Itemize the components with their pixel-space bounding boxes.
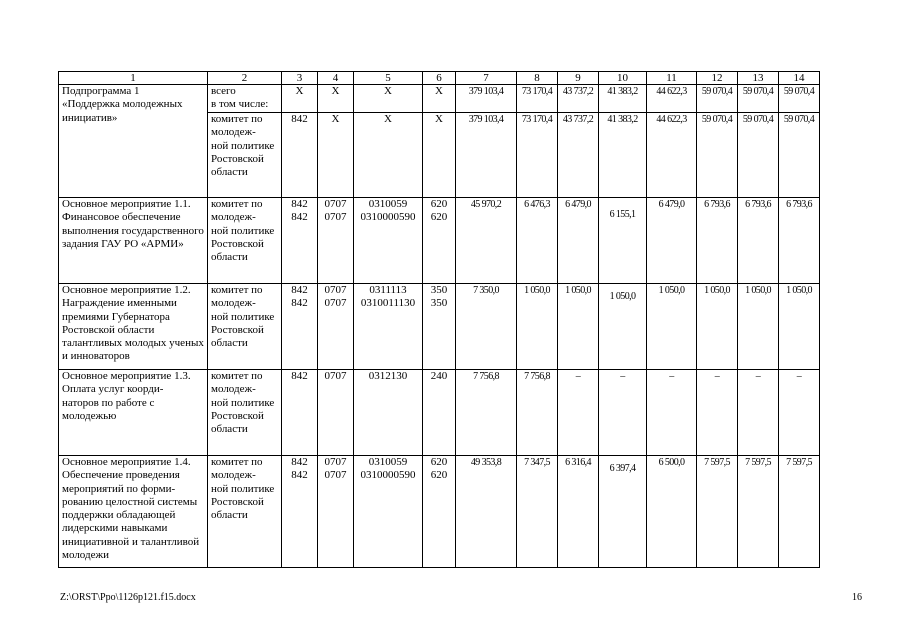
header-cell: 3 bbox=[282, 72, 318, 85]
budget-table bbox=[58, 71, 820, 568]
header-cell: 8 bbox=[517, 72, 558, 85]
value-cell: 6 316,4 bbox=[558, 456, 599, 568]
value-cell: 59 070,4 bbox=[697, 85, 738, 113]
vr-cell: Х bbox=[423, 85, 456, 113]
value-cell: 1 050,0 bbox=[647, 284, 697, 370]
table-row bbox=[59, 370, 820, 456]
value-cell: 43 737,2 bbox=[558, 113, 599, 198]
header-cell: 13 bbox=[738, 72, 779, 85]
executor-cell: комитет по молодеж- ной политике Ростовской области bbox=[208, 198, 282, 284]
activity-name-cell: Основное мероприятие 1.4. Обеспечение проведения мероприятий по форми- рованию целостной системы поддержки обладающей лидерскими навыками инициативной и талантливой молодежи bbox=[59, 456, 208, 568]
value-cell: – bbox=[697, 370, 738, 456]
header-cell: 11 bbox=[647, 72, 697, 85]
value-cell: 7 350,0 bbox=[456, 284, 517, 370]
activity-name-cell: Основное мероприятие 1.3. Оплата услуг коорди- наторов по работе с молодежью bbox=[59, 370, 208, 456]
activity-name-cell: Основное мероприятие 1.2. Награждение именными премиями Губернатора Ростовской области талантливых молодых ученых и инноваторов bbox=[59, 284, 208, 370]
value-cell: 7 756,8 bbox=[517, 370, 558, 456]
activity-name-cell: Основное мероприятие 1.1. Финансовое обеспечение выполнения государственного задания ГАУ РО «АРМИ» bbox=[59, 198, 208, 284]
value-cell: 6 479,0 bbox=[558, 198, 599, 284]
vr-cell: 620 620 bbox=[423, 456, 456, 568]
value-cell: 6 500,0 bbox=[647, 456, 697, 568]
vr-cell: 240 bbox=[423, 370, 456, 456]
value-cell: 7 756,8 bbox=[456, 370, 517, 456]
rzpr-cell: 0707 0707 bbox=[318, 198, 354, 284]
header-cell: 2 bbox=[208, 72, 282, 85]
value-cell: 1 050,0 bbox=[599, 284, 647, 370]
value-cell: 59 070,4 bbox=[738, 85, 779, 113]
value-cell: 1 050,0 bbox=[779, 284, 820, 370]
value-cell: 6 155,1 bbox=[599, 198, 647, 284]
value-cell: 6 793,6 bbox=[779, 198, 820, 284]
value-cell: – bbox=[558, 370, 599, 456]
value-cell: 379 103,4 bbox=[456, 113, 517, 198]
value-cell: 59 070,4 bbox=[697, 113, 738, 198]
vr-cell: Х bbox=[423, 113, 456, 198]
grbs-cell: 842 842 bbox=[282, 456, 318, 568]
csr-cell: Х bbox=[354, 113, 423, 198]
table-row bbox=[59, 456, 820, 568]
header-cell: 12 bbox=[697, 72, 738, 85]
header-cell: 10 bbox=[599, 72, 647, 85]
value-cell: 44 622,3 bbox=[647, 113, 697, 198]
value-cell: – bbox=[599, 370, 647, 456]
header-cell: 9 bbox=[558, 72, 599, 85]
value-cell: 45 970,2 bbox=[456, 198, 517, 284]
value-cell: 43 737,2 bbox=[558, 85, 599, 113]
executor-cell: всего в том числе: bbox=[208, 85, 282, 113]
header-cell: 5 bbox=[354, 72, 423, 85]
executor-cell: комитет по молодеж- ной политике Ростовской области bbox=[208, 370, 282, 456]
rzpr-cell: 0707 0707 bbox=[318, 456, 354, 568]
grbs-cell: Х bbox=[282, 85, 318, 113]
value-cell: 1 050,0 bbox=[558, 284, 599, 370]
table-row bbox=[59, 284, 820, 370]
page-number: 16 bbox=[852, 592, 862, 603]
value-cell: 49 353,8 bbox=[456, 456, 517, 568]
csr-cell: 0310059 0310000590 bbox=[354, 198, 423, 284]
grbs-cell: 842 bbox=[282, 370, 318, 456]
grbs-cell: 842 842 bbox=[282, 284, 318, 370]
csr-cell: Х bbox=[354, 85, 423, 113]
header-cell: 7 bbox=[456, 72, 517, 85]
rzpr-cell: Х bbox=[318, 85, 354, 113]
value-cell: 59 070,4 bbox=[779, 113, 820, 198]
executor-cell: комитет по молодеж- ной политике Ростовской области bbox=[208, 456, 282, 568]
csr-cell: 0312130 bbox=[354, 370, 423, 456]
value-cell: 7 347,5 bbox=[517, 456, 558, 568]
value-cell: – bbox=[779, 370, 820, 456]
value-cell: 1 050,0 bbox=[517, 284, 558, 370]
value-cell: 59 070,4 bbox=[738, 113, 779, 198]
value-cell: 6 793,6 bbox=[738, 198, 779, 284]
file-path: Z:\ORST\Ppo\1126p121.f15.docx bbox=[60, 592, 196, 603]
value-cell: 73 170,4 bbox=[517, 113, 558, 198]
value-cell: – bbox=[738, 370, 779, 456]
grbs-cell: 842 bbox=[282, 113, 318, 198]
value-cell: 6 479,0 bbox=[647, 198, 697, 284]
header-cell: 4 bbox=[318, 72, 354, 85]
value-cell: 73 170,4 bbox=[517, 85, 558, 113]
value-cell: 7 597,5 bbox=[697, 456, 738, 568]
table-row bbox=[59, 85, 820, 113]
header-cell: 1 bbox=[59, 72, 208, 85]
header-row bbox=[59, 72, 820, 85]
table-row bbox=[59, 198, 820, 284]
vr-cell: 350 350 bbox=[423, 284, 456, 370]
value-cell: – bbox=[647, 370, 697, 456]
rzpr-cell: 0707 bbox=[318, 370, 354, 456]
vr-cell: 620 620 bbox=[423, 198, 456, 284]
value-cell: 7 597,5 bbox=[779, 456, 820, 568]
executor-cell: комитет по молодеж- ной политике Ростовской области bbox=[208, 113, 282, 198]
header-cell: 6 bbox=[423, 72, 456, 85]
value-cell: 6 397,4 bbox=[599, 456, 647, 568]
value-cell: 7 597,5 bbox=[738, 456, 779, 568]
value-cell: 6 476,3 bbox=[517, 198, 558, 284]
value-cell: 1 050,0 bbox=[697, 284, 738, 370]
rzpr-cell: Х bbox=[318, 113, 354, 198]
value-cell: 59 070,4 bbox=[779, 85, 820, 113]
value-cell: 41 383,2 bbox=[599, 113, 647, 198]
csr-cell: 0310059 0310000590 bbox=[354, 456, 423, 568]
rzpr-cell: 0707 0707 bbox=[318, 284, 354, 370]
value-cell: 44 622,3 bbox=[647, 85, 697, 113]
value-cell: 6 793,6 bbox=[697, 198, 738, 284]
header-cell: 14 bbox=[779, 72, 820, 85]
value-cell: 379 103,4 bbox=[456, 85, 517, 113]
program-name-cell: Подпрограмма 1 «Поддержка молодежных инициатив» bbox=[59, 85, 208, 198]
grbs-cell: 842 842 bbox=[282, 198, 318, 284]
csr-cell: 0311113 0310011130 bbox=[354, 284, 423, 370]
executor-cell: комитет по молодеж- ной политике Ростовской области bbox=[208, 284, 282, 370]
value-cell: 41 383,2 bbox=[599, 85, 647, 113]
value-cell: 1 050,0 bbox=[738, 284, 779, 370]
